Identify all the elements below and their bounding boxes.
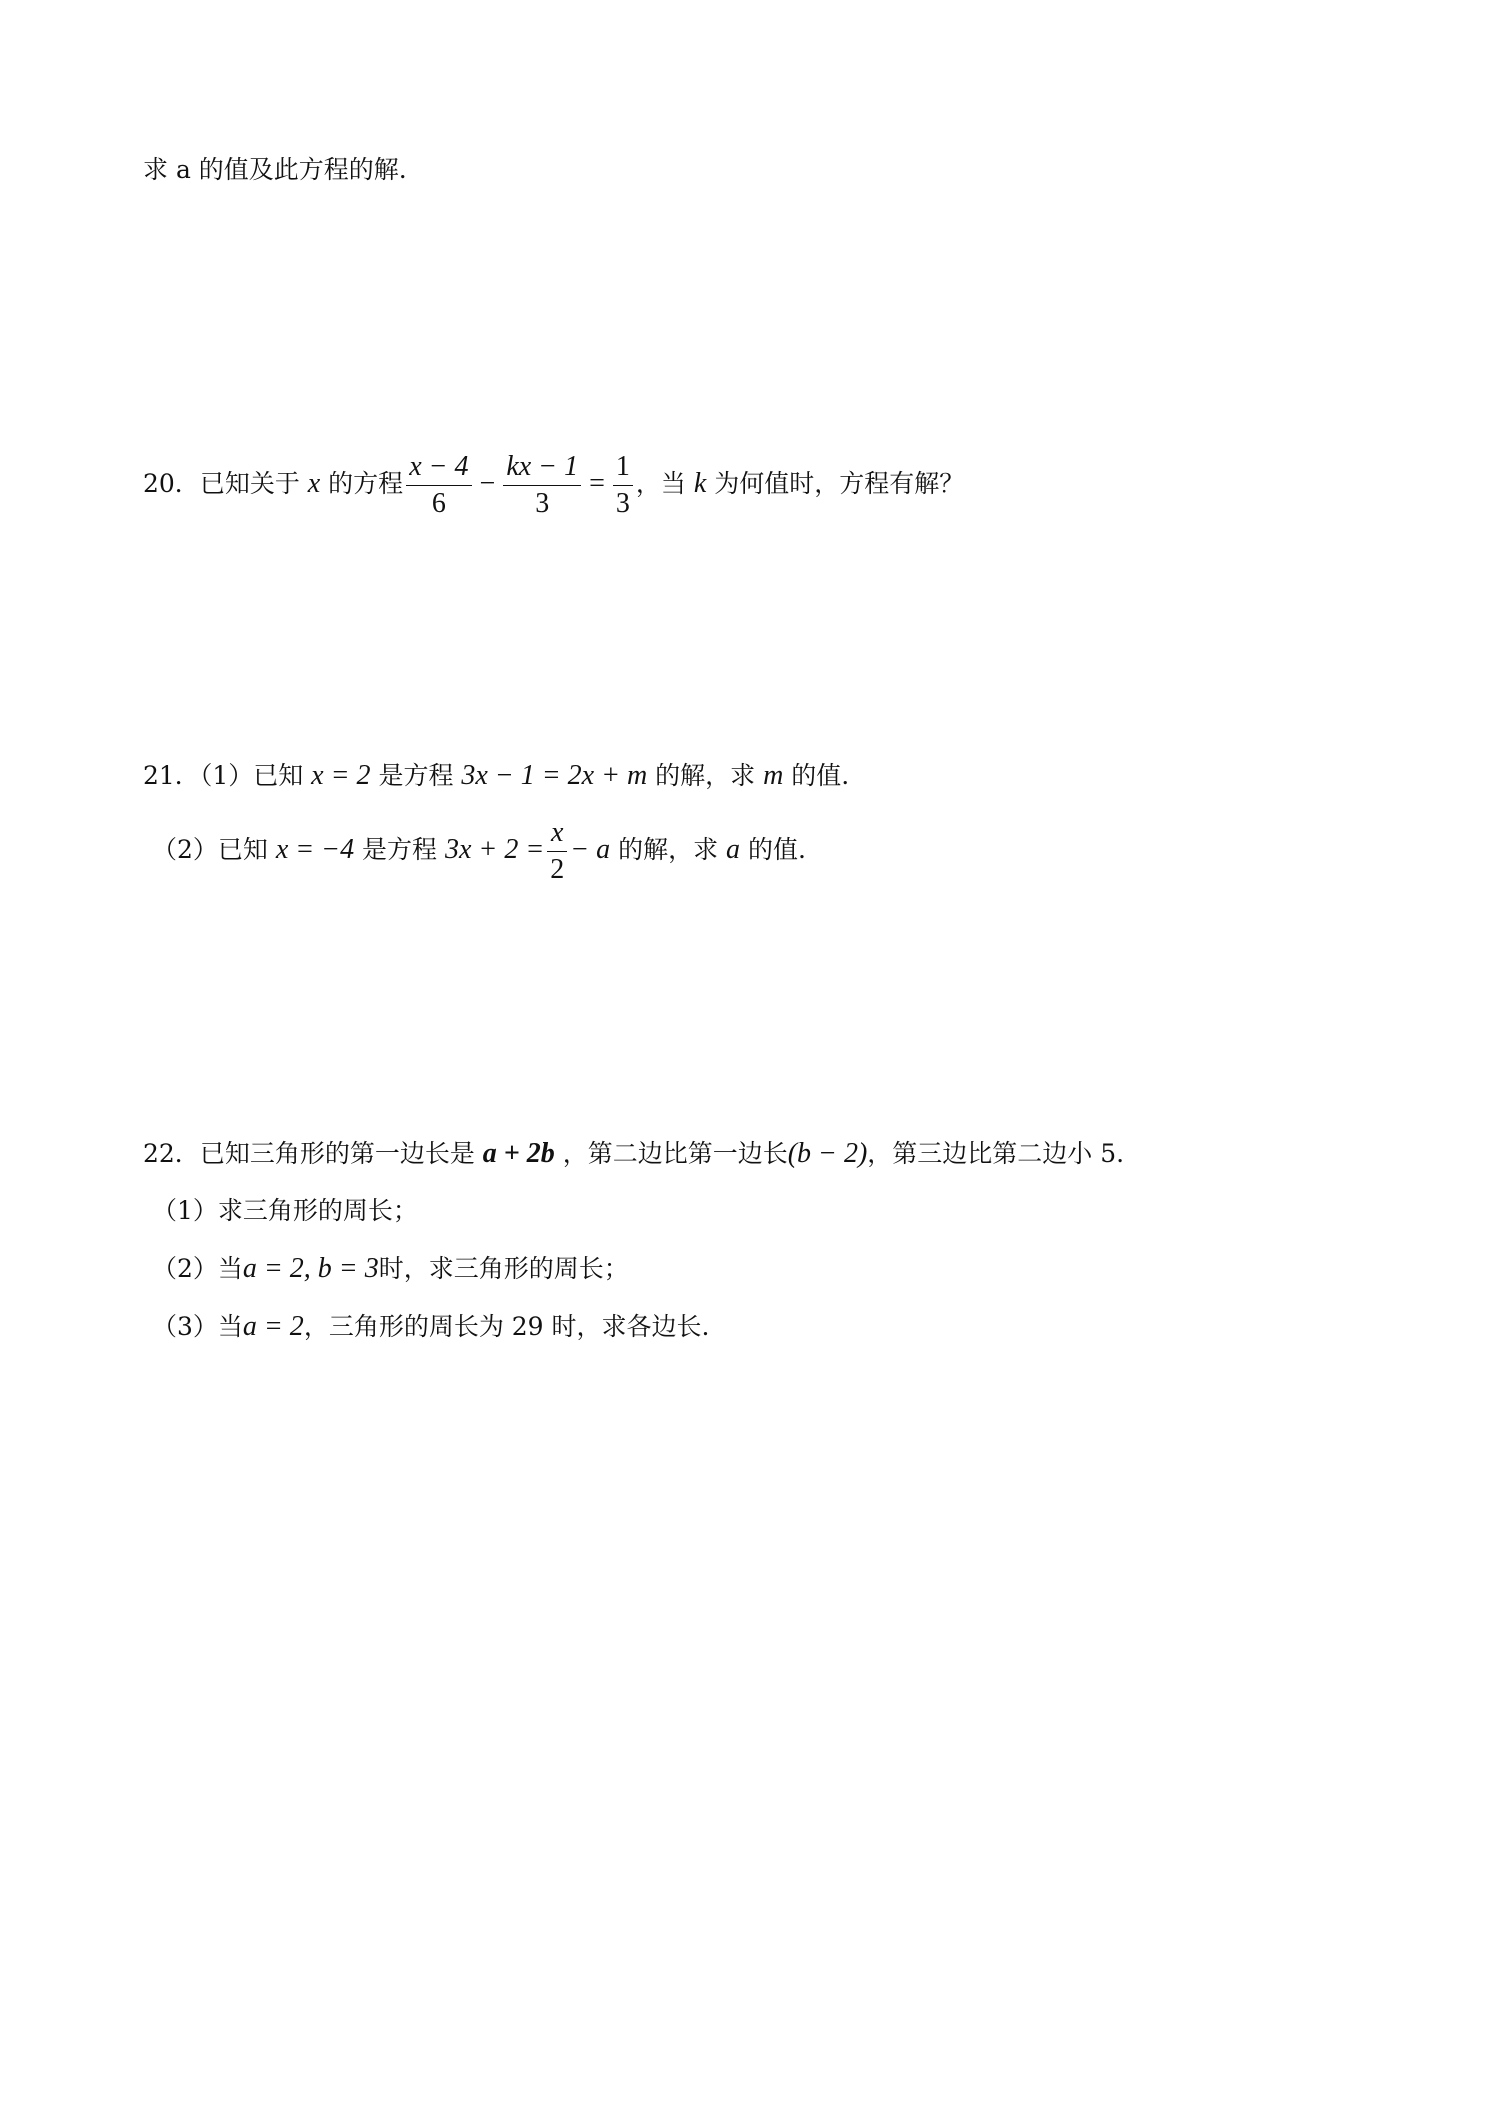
question-20: 20．已知关于 x 的方程 $\frac{x - 4}{6}$ − $\frac{kx - 1}{3}$ = $\frac{1}{3}$ ，当 k 为何值时，方程有解？ bbox=[143, 440, 964, 528]
condition: x = 2 bbox=[311, 760, 371, 791]
fraction: $\frac{x - 4}{6}$ bbox=[406, 449, 471, 522]
question-number: 20． bbox=[143, 469, 200, 498]
question-text: ，当 bbox=[635, 469, 686, 498]
question-22-sub-3: （3）当a = 2，三角形的周长为 29 时，求各边长. bbox=[152, 1311, 710, 1342]
fraction: $\frac{1}{3}$ bbox=[613, 449, 633, 522]
continuation-line: 求 a 的值及此方程的解. bbox=[143, 155, 407, 184]
fraction: $\frac{x}{2}$ bbox=[547, 815, 567, 888]
question-21-part-1: 21．（1）已知 x = 2 是方程 3x − 1 = 2x + m 的解，求 m 的值. bbox=[143, 760, 850, 791]
fraction: $\frac{kx - 1}{3}$ bbox=[503, 449, 581, 522]
question-22-sub-1: （1）求三角形的周长； bbox=[152, 1196, 418, 1225]
question-number: 21． bbox=[143, 761, 200, 790]
equation: 3x − 1 = 2x + m bbox=[461, 760, 648, 791]
variable-k: k bbox=[693, 468, 707, 499]
question-22-sub-2: （2）当a = 2, b = 3时，求三角形的周长； bbox=[152, 1253, 629, 1284]
question-text: 为何值时，方程有解？ bbox=[714, 469, 965, 498]
question-number: 22． bbox=[143, 1139, 200, 1168]
question-text: 已知关于 bbox=[199, 469, 300, 498]
question-21-part-2: （2）已知 x = −4 是方程 3x + 2 = $\frac{x}{2}$ − a 的解，求 a 的值. bbox=[152, 806, 806, 894]
question-text: 的方程 bbox=[328, 469, 404, 498]
question-22: 22．已知三角形的第一边长是 a + 2b ，第二边比第一边长(b − 2)，第三边比第二边小 5. bbox=[143, 1138, 1125, 1169]
difference-expression: (b − 2) bbox=[787, 1138, 868, 1169]
condition: x = −4 bbox=[275, 834, 355, 865]
side-expression: a + 2b bbox=[482, 1138, 555, 1169]
variable-x: x bbox=[307, 468, 321, 499]
